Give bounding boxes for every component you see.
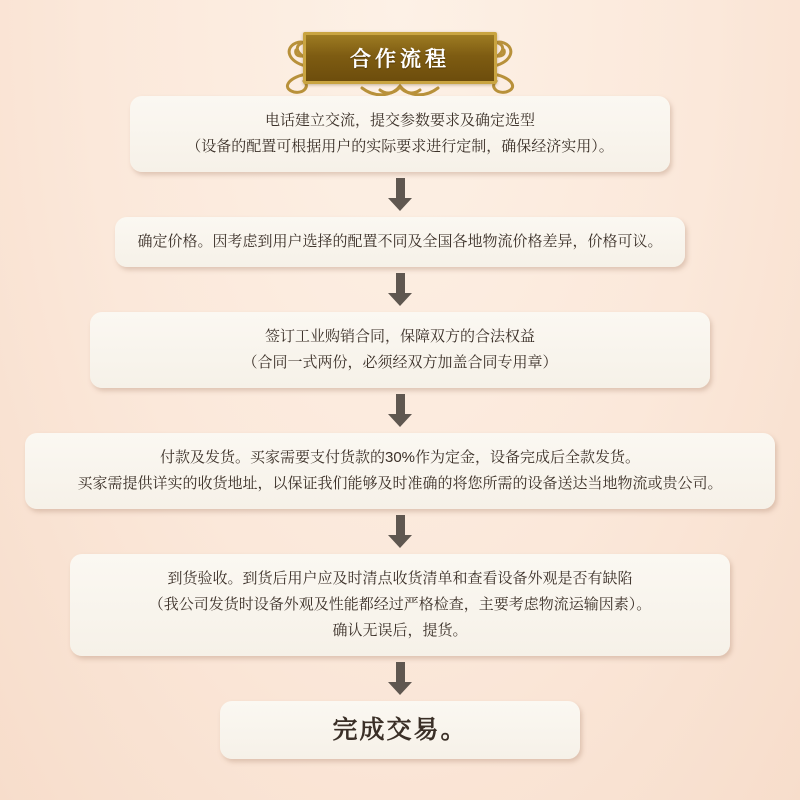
step-payment-line-2: 买家需提供详实的收货地址，以保证我们能够及时准确的将您所需的设备送达当地物流或贵公司。: [77, 475, 723, 492]
page-title: 合作流程: [350, 48, 450, 71]
step-contract-line-2: （合同一式两份，必须经双方加盖合同专用章）: [242, 354, 558, 371]
arrow-down-icon: [387, 178, 413, 211]
arrow-down-icon: [387, 515, 413, 548]
arrow-down-icon: [387, 662, 413, 695]
step-complete-line-1: 完成交易。: [332, 716, 468, 744]
step-consult-line-1: 电话建立交流，提交参数要求及确定选型: [264, 112, 535, 129]
step-acceptance-line-3: 确认无误后，提货。: [332, 622, 468, 639]
step-contract-line-1: 签订工业购销合同，保障双方的合法权益: [264, 328, 535, 345]
step-acceptance-line-1: 到货验收。到货后用户应及时清点收货清单和查看设备外观是否有缺陷: [167, 570, 633, 587]
step-complete: [220, 701, 580, 759]
step-payment-line-1: 付款及发货。买家需要支付货款的30%作为定金，设备完成后全款发货。: [159, 449, 641, 466]
arrow-down-icon: [387, 273, 413, 306]
title-banner: [250, 22, 550, 96]
step-acceptance: [70, 554, 730, 656]
arrow-down-icon: [387, 394, 413, 427]
step-consult-line-2: （设备的配置可根据用户的实际要求进行定制，确保经济实用）。: [186, 138, 614, 155]
step-payment: [25, 433, 775, 509]
step-acceptance-line-2: （我公司发货时设备外观及性能都经过严格检查，主要考虑物流运输因素）。: [148, 596, 652, 613]
step-price-line-1: 确定价格。因考虑到用户选择的配置不同及全国各地物流价格差异，价格可议。: [137, 233, 663, 250]
banner-plate: [303, 32, 497, 84]
step-price: [115, 217, 685, 267]
step-contract: [90, 312, 710, 388]
step-consult: [130, 96, 670, 172]
flow-container: [0, 96, 800, 759]
